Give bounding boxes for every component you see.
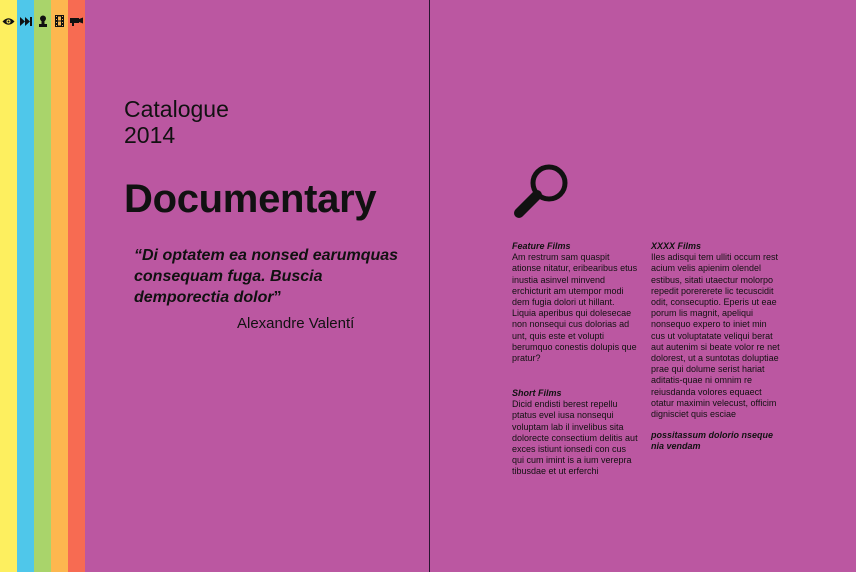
- magnifier-icon: [511, 163, 571, 228]
- quote-close-mark: ”: [273, 289, 282, 306]
- short-films-text: Dicid endisti berest repellu ptatus evel iusa nonsequi voluptam lab il invelibus sita dolorecte consectium delitis aut exces istiunt ionsedi con cus qui cum imint is a ium verepra tibusdae et ut erferchi: [512, 399, 638, 477]
- xxxx-films-text: Iles adisqui tem ulliti occum rest acium velis apienim olendel estibus, sitati utaectur molorpo repedit porererete lic tecuscidit odit, consecuptio. Eperis ut eae porum lis magnit, apeliqui nonsequo expero to iniet min cus ut voluptatate veliqui berat aut autenim si beate volor re net dolorest, ut a suntotas doluptiae prae qui dolume serist hariat aditatis-quae ni omnim re reiusdanda volores equaect otatur maximin velecust, officim dignisciet quis esciae: [651, 252, 780, 420]
- stripe-orange: [51, 0, 68, 572]
- catalogue-line1: Catalogue: [124, 96, 229, 122]
- eye-icon[interactable]: [0, 11, 17, 31]
- catalogue-heading: [124, 96, 229, 148]
- film-icon[interactable]: [51, 11, 68, 31]
- fast-forward-icon[interactable]: [17, 11, 34, 31]
- feature-films-section: [512, 241, 640, 364]
- xxxx-emphasis: possitassum dolorio nseque nia vendam: [651, 430, 774, 452]
- stripe-blue: [17, 0, 34, 572]
- quote-author: Alexandre Valentí: [237, 315, 355, 332]
- page-title: Documentary: [124, 177, 377, 221]
- pull-quote: [134, 245, 404, 308]
- quote-text: “Di optatem ea nonsed earumquas consequam fuga. Buscia demporectia dolor: [134, 247, 399, 306]
- xxxx-films-section: [651, 241, 781, 453]
- page-divider: [429, 0, 430, 572]
- color-stripes: [0, 0, 85, 572]
- stripe-yellow: [0, 0, 17, 572]
- camera-icon[interactable]: [68, 11, 85, 31]
- short-films-heading: Short Films: [512, 388, 562, 398]
- xxxx-films-heading: XXXX Films: [651, 241, 702, 251]
- stripe-green: [34, 0, 51, 572]
- short-films-section: [512, 388, 640, 478]
- feature-films-heading: Feature Films: [512, 241, 571, 251]
- award-icon[interactable]: [34, 11, 51, 31]
- stripe-red: [68, 0, 85, 572]
- catalogue-year: 2014: [124, 122, 176, 148]
- feature-films-text: Am restrum sam quaspit ationse nitatur, eribearibus etus inustia asinvel minvend erchicturit am utempor modi dem fugia dolori ut hillant. Liquia aperibus qui dolesecae non nonsequi cus dolorias ad unt, quis este et volupti berumquo conestis dolupis que pratur?: [512, 252, 638, 364]
